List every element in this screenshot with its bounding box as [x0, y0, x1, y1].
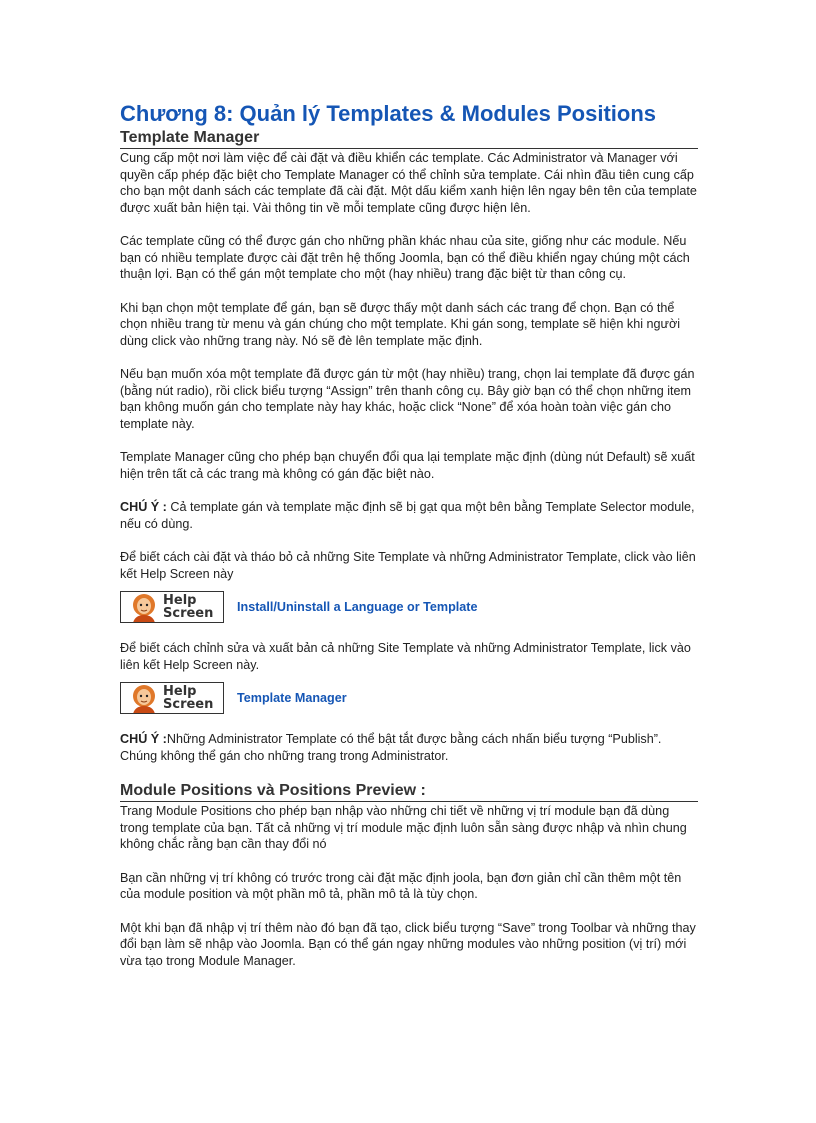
paragraph: Các template cũng có thể được gán cho những phần khác nhau của site, giống như các module. Nếu bạn có nhiều template được cài đặt trên hệ thống Joomla, bạn có thể điều khiển ngay chúng một cách thuận lợi. Bạn có thể gán một template cho một (hay nhiều) trang đặc biệt từ than công cụ. [120, 234, 690, 281]
paragraph: Template Manager cũng cho phép bạn chuyển đổi qua lại template mặc định (dùng nút Default) sẽ xuất hiện trên tất cả các trang mà không có gán đặc biệt nào. [120, 450, 695, 481]
section-title-module-positions: Module Positions và Positions Preview : [120, 781, 698, 802]
note-text: Cả template gán và template mặc định sẽ bị gạt qua một bên bằng Template Selector module, nếu có dùng. [120, 500, 695, 531]
help-button-line: Screen [163, 697, 214, 712]
note-paragraph [120, 731, 698, 764]
help-button-line: Help [163, 593, 197, 608]
help-intro: Để biết cách cài đặt và tháo bỏ cả những Site Template và những Administrator Template, click vào liên kết Help Screen này [120, 550, 696, 581]
help-button-line: Help [163, 684, 197, 699]
note-label: CHÚ Ý : [120, 732, 167, 746]
help-button-text [163, 685, 213, 711]
paragraph: Trang Module Positions cho phép bạn nhập vào những chi tiết về những vị trí module bạn đã dùng trong template của bạn. Tất cả những vị trí module mặc định luôn sẵn sàng được nhập và nhìn chung không chắc rằng bạn cần thay đổi nó [120, 804, 687, 851]
template-manager-link[interactable]: Template Manager [237, 691, 347, 705]
help-person-icon [127, 684, 161, 714]
help-screen-button[interactable] [120, 591, 224, 623]
note-text: Những Administrator Template có thể bật tắt được bằng cách nhấn biểu tượng “Publish”. Chúng không thể gán cho những trang trong Administrator. [120, 732, 662, 763]
help-screen-button[interactable] [120, 682, 224, 714]
help-row [120, 680, 698, 716]
paragraph: Một khi bạn đã nhập vị trí thêm nào đó bạn đã tạo, click biểu tượng “Save” trong Toolbar và những thay đổi bạn làm sẽ nhập vào Joomla. Bạn có thể gán ngay những modules vào những position (vị trí) mới vừa tạo trong Module Manager. [120, 920, 696, 968]
help-person-icon [127, 593, 161, 623]
paragraph: Nếu bạn muốn xóa một template đã được gán từ một (hay nhiều) trang, chọn lai template đã được gán (bằng nút radio), rồi click biểu tượng “Assign” trên thanh công cụ. Bây giờ bạn có thể chọn những item bạn không muốn gán cho template này hay khác, hoặc click “None” để xóa hoàn toàn việc gán cho template này. [120, 367, 695, 431]
help-button-line: Screen [163, 606, 214, 621]
document-page [120, 100, 698, 986]
help-row [120, 589, 698, 625]
note-paragraph [120, 499, 698, 532]
section-title-template-manager: Template Manager [120, 128, 698, 149]
help-intro: Để biết cách chỉnh sửa và xuất bản cả những Site Template và những Administrator Template, lick vào liên kết Help Screen này. [120, 641, 691, 672]
paragraph: Bạn cần những vị trí không có trước trong cài đặt mặc định joola, bạn đơn giản chỉ cần thêm một tên của module position và một phần mô tả, phần mô tả là tùy chọn. [120, 870, 682, 901]
paragraph: Khi bạn chọn một template để gán, bạn sẽ được thấy một danh sách các trang để chọn. Bạn có thể chọn nhiều trang từ menu và gán chúng cho một template. Khi gán song, template sẽ hiện khi người dùng click vào những trang này. Nó sẽ đè lên template mặc định. [120, 300, 680, 348]
install-uninstall-link[interactable]: Install/Uninstall a Language or Template [237, 600, 478, 614]
chapter-title: Chương 8: Quản lý Templates & Modules Positions [120, 101, 657, 126]
help-button-text [163, 594, 213, 620]
note-label: CHÚ Ý : [120, 500, 167, 514]
paragraph: Cung cấp một nơi làm việc để cài đặt và điều khiển các template. Các Administrator và Manager với quyền cấp phép đặc biệt cho Template Manager có thể chỉnh sửa template. Cái nhìn đầu tiên cung cấp cho bạn một danh sách các template đã cài đặt. Một dấu kiểm xanh hiện lên ngay bên tên của template được xuất bản hiện tại. Vài thông tin về mỗi template cũng được hiện lên. [120, 151, 697, 215]
